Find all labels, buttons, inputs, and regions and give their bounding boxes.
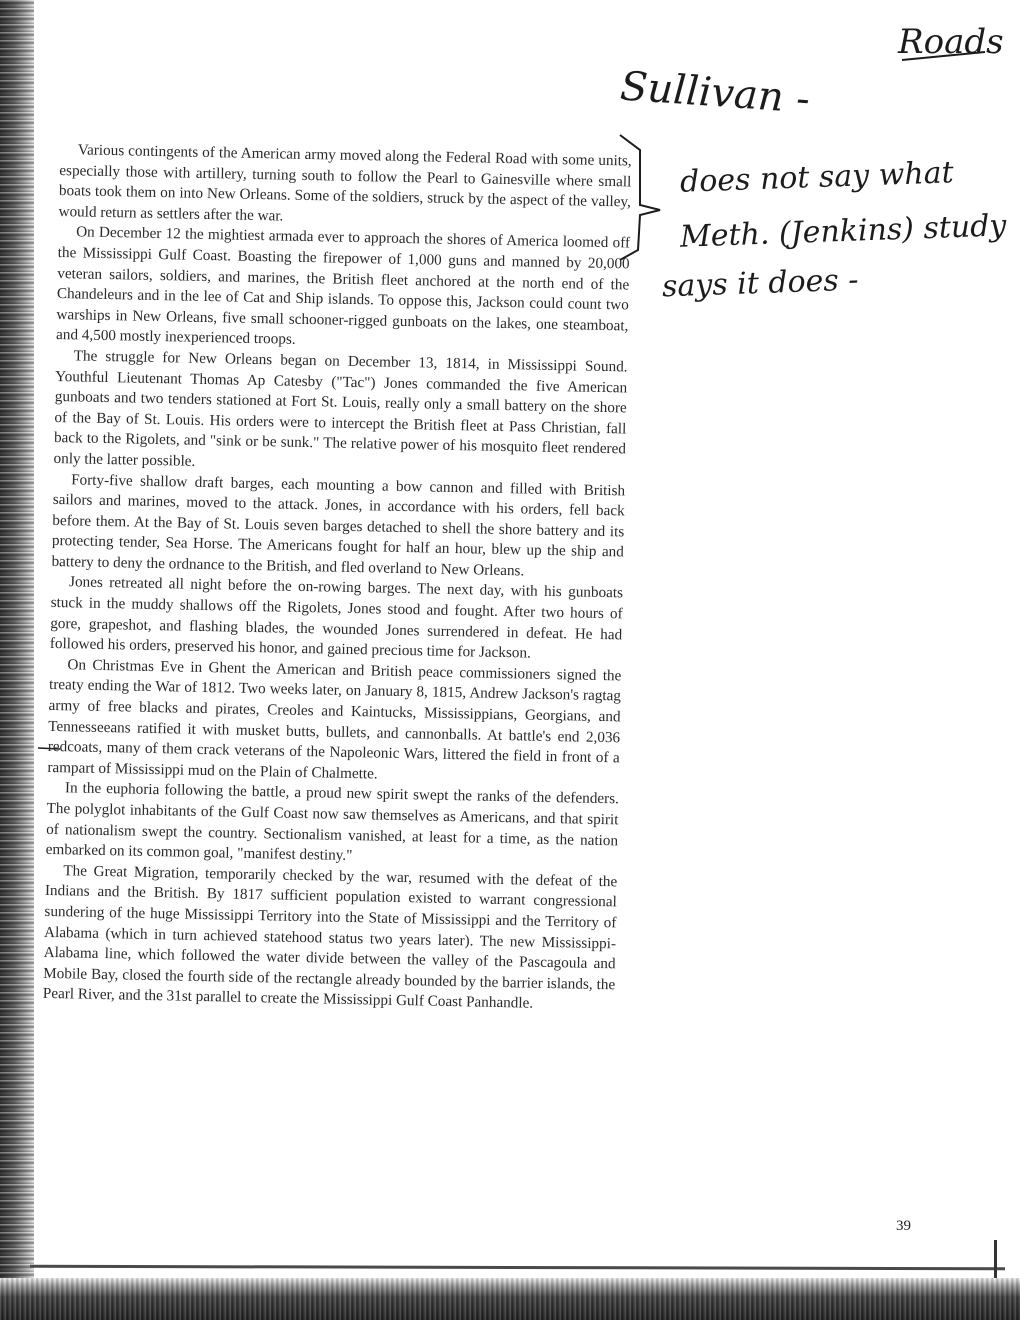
- handwritten-sullivan: Sullivan -: [618, 63, 812, 123]
- handwritten-roads: Roads: [898, 22, 1004, 62]
- paragraph: On December 12 the mightiest armada ever to approach the shores of America loomed off the Mississippi Gulf Coast. Boasting the firepower of 1,000 guns and manned by 20,000 veteran sailors, soldiers, and marines, the British fleet anchored at the north end of the Chandeleurs and in the lee of Cat and Ship islands. To oppose this, Jackson could count two warships in New Orleans, five small schooner-rigged gunboats on the lakes, one steamboat, and 4,500 mostly inexperienced troops.: [55, 223, 631, 349]
- handwritten-note-line: says it does -: [661, 262, 859, 305]
- page-number: 39: [896, 1218, 911, 1234]
- paragraph: In the euphoria following the battle, a proud new spirit swept the ranks of the defenders. The polyglot inhabitants of the Gulf Coast now saw themselves as Americans, and that spirit of nationalism swept the country. Sectionalism vanished, at least for a time, as the nation embarked on its common goal, "manifest destiny.": [45, 779, 620, 865]
- handwritten-note-line: does not say what: [679, 155, 955, 200]
- paragraph: Jones retreated all night before the on-rowing barges. The next day, with his gunboats stuck in the muddy shallows off the Rigolets, Jones stood and fought. After two hours of gore, grapeshot, and flashing blades, the wounded Jones surrendered in defeat. He had followed his orders, preserved his honor, and gained precious time for Jackson.: [49, 573, 624, 662]
- roads-underline: [902, 52, 985, 60]
- handwritten-note-line: Meth. (Jenkins) study: [679, 208, 1007, 255]
- article-body: [43, 140, 632, 1016]
- paragraph: The struggle for New Orleans began on December 13, 1814, in Mississippi Sound. Youthful Lieutenant Thomas Ap Catesby ("Tac") Jones commanded the five American gunboats and two tenders stationed at Fort St. Louis, really only a small battery on the shore of the Bay of St. Louis. His orders were to intercept the British fleet at Pass Christian, fall back to the Rigolets, and "sink or be sunk." The relative power of his mosquito fleet rendered only the latter possible.: [53, 347, 628, 470]
- paragraph: The Great Migration, temporarily checked by the war, resumed with the defeat of the Indians and the British. By 1817 sufficient population existed to warrant congressional sundering of the huge Mississippi Territory into the State of Mississippi and the Territory of Alabama (which in turn achieved statehood status two years later). The new Mississippi-Alabama line, which followed the water divide between the valley of the Pascagoula and Mobile Bay, closed the fourth side of the rectangle already bounded by the barrier islands, the Pearl River, and the 31st parallel to create the Mississippi Gulf Coast Panhandle.: [42, 861, 618, 1013]
- paragraph: Various contingents of the American army moved along the Federal Road with some units, especially those with artillery, turning south to follow the Pearl to Gainesville where small boats took them on into New Orleans. Some of the soldiers, struck by the aspect of the valley, would return as settlers after the war.: [58, 141, 632, 225]
- paragraph: On Christmas Eve in Ghent the American and British peace commissioners signed the treaty ending the War of 1812. Two weeks later, on January 8, 1815, Andrew Jackson's ragtag army of free blacks and pirates, Creoles and Kaintucks, Mississippians, Georgians, and Tennesseeans ratified it with musket butts, bullets, and cannonballs. At battle's end 2,036 redcoats, many of them crack veterans of the Napoleonic Wars, littered the field in front of a rampart of Mississippi mud on the Plain of Chalmette.: [47, 656, 622, 783]
- paragraph: Forty-five shallow draft barges, each mounting a bow cannon and filled with British sailors and marines, moved to the attack. Jones, in accordance with his orders, fell back before them. At the Bay of St. Louis seven barges detached to shell the shore battery and its protecting tender, Sea Horse. The Americans fought for half an hour, blew up the ship and battery to deny the ordnance to the British, and fled overland to New Orleans.: [51, 470, 626, 580]
